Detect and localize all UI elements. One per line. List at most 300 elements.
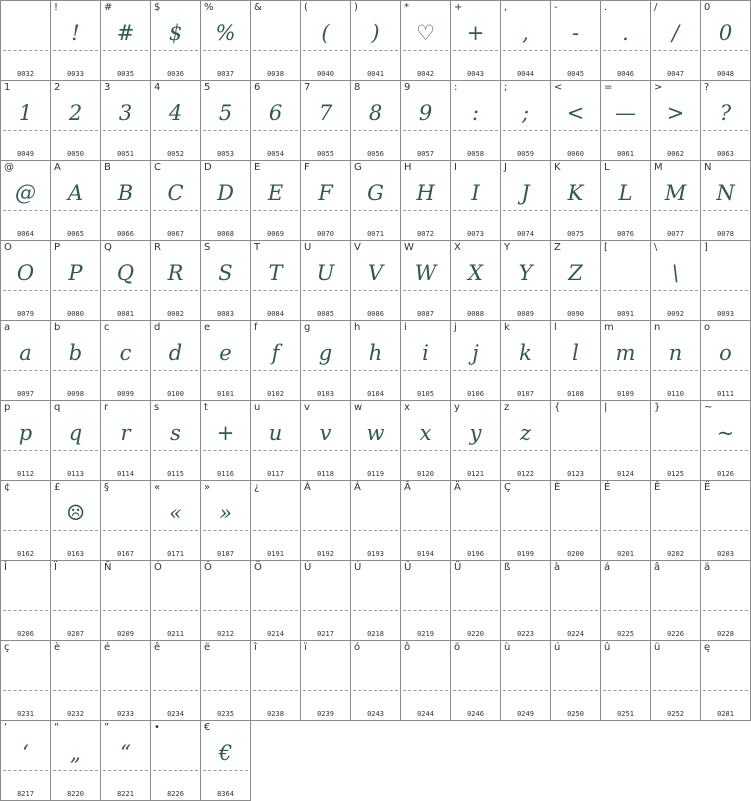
glyph-cell — [401, 561, 451, 641]
baseline-guide — [353, 450, 398, 451]
handwritten-glyph — [401, 575, 450, 611]
glyph-cell — [151, 721, 201, 801]
reference-character: l — [554, 322, 557, 333]
glyph-cell — [51, 321, 101, 401]
reference-character: O — [4, 242, 12, 253]
reference-character: G — [354, 162, 362, 173]
reference-character: Â — [404, 482, 411, 493]
reference-character: ; — [504, 82, 508, 93]
handwritten-glyph: > — [666, 101, 685, 125]
baseline-guide — [603, 450, 648, 451]
reference-character: Û — [404, 562, 412, 573]
character-code: 0041 — [367, 70, 384, 78]
reference-character: • — [154, 722, 160, 733]
baseline-guide — [103, 130, 148, 131]
baseline-guide — [53, 450, 98, 451]
handwritten-glyph: p — [18, 421, 33, 445]
baseline-guide — [703, 690, 748, 691]
reference-character: Ú — [354, 562, 362, 573]
baseline-guide — [153, 290, 198, 291]
baseline-guide — [553, 530, 598, 531]
reference-character: È — [554, 482, 561, 493]
baseline-guide — [703, 450, 748, 451]
reference-character: Z — [554, 242, 561, 253]
baseline-guide — [653, 50, 698, 51]
baseline-guide — [103, 690, 148, 691]
glyph-cell — [601, 401, 651, 481]
character-code: 0038 — [267, 70, 284, 78]
character-code: 0224 — [567, 630, 584, 638]
baseline-guide — [203, 770, 248, 771]
reference-character: U — [304, 242, 312, 253]
character-code: 0098 — [67, 390, 84, 398]
glyph-cell — [351, 241, 401, 321]
handwritten-glyph: N — [716, 181, 735, 205]
reference-character: Ó — [154, 562, 162, 573]
character-code: 0234 — [167, 710, 184, 718]
handwritten-glyph: # — [116, 21, 135, 45]
glyph-cell — [701, 241, 751, 321]
character-code: 0087 — [417, 310, 434, 318]
character-code: 0083 — [217, 310, 234, 318]
reference-character: Ö — [254, 562, 262, 573]
reference-character: u — [254, 402, 261, 413]
glyph-cell — [201, 401, 251, 481]
handwritten-glyph — [351, 495, 400, 531]
baseline-guide — [603, 610, 648, 611]
character-code: 0250 — [567, 710, 584, 718]
character-code: 0084 — [267, 310, 284, 318]
baseline-guide — [703, 130, 748, 131]
glyph-cell — [501, 561, 551, 641]
character-code: 0078 — [717, 230, 734, 238]
glyph-cell — [151, 561, 201, 641]
baseline-guide — [453, 690, 498, 691]
character-code: 0062 — [667, 150, 684, 158]
handwritten-glyph: l — [572, 341, 579, 365]
character-code: 0067 — [167, 230, 184, 238]
character-code: 0225 — [617, 630, 634, 638]
character-code: 0040 — [317, 70, 334, 78]
glyph-cell — [551, 321, 601, 401]
character-code: 0239 — [317, 710, 334, 718]
baseline-guide — [453, 290, 498, 291]
reference-character: B — [104, 162, 111, 173]
reference-character: d — [154, 322, 161, 333]
handwritten-glyph — [601, 655, 650, 691]
reference-character: c — [104, 322, 110, 333]
handwritten-glyph: D — [217, 181, 234, 205]
glyph-cell — [151, 161, 201, 241]
reference-character: + — [454, 2, 463, 13]
handwritten-glyph: g — [318, 341, 333, 365]
character-code: 0117 — [267, 470, 284, 478]
baseline-guide — [653, 690, 698, 691]
character-code: 0196 — [467, 550, 484, 558]
baseline-guide — [253, 290, 298, 291]
baseline-guide — [303, 50, 348, 51]
reference-character: 4 — [154, 82, 161, 93]
reference-character: K — [554, 162, 561, 173]
glyph-cell — [651, 481, 701, 561]
glyph-cell — [1, 721, 51, 801]
handwritten-glyph: d — [168, 341, 183, 365]
baseline-guide — [53, 210, 98, 211]
character-code: 0077 — [667, 230, 684, 238]
reference-character: J — [504, 162, 507, 173]
handwritten-glyph: ‘ — [22, 741, 29, 765]
glyph-cell — [501, 241, 551, 321]
character-code: 0108 — [567, 390, 584, 398]
reference-character: W — [404, 242, 414, 253]
glyph-cell — [51, 721, 101, 801]
glyph-cell — [251, 161, 301, 241]
baseline-guide — [303, 130, 348, 131]
handwritten-glyph — [51, 655, 100, 691]
handwritten-glyph — [501, 495, 550, 531]
handwritten-glyph: e — [219, 341, 232, 365]
baseline-guide — [3, 210, 48, 211]
handwritten-glyph: 8 — [368, 101, 383, 125]
reference-character: g — [304, 322, 311, 333]
glyph-cell — [1, 401, 51, 481]
glyph-cell — [1, 1, 51, 81]
handwritten-glyph — [451, 495, 500, 531]
baseline-guide — [353, 690, 398, 691]
baseline-guide — [403, 530, 448, 531]
baseline-guide — [703, 610, 748, 611]
character-code: 0050 — [67, 150, 84, 158]
baseline-guide — [503, 290, 548, 291]
reference-character: > — [654, 82, 663, 93]
handwritten-glyph — [601, 575, 650, 611]
glyph-cell — [301, 1, 351, 81]
character-code: 0209 — [117, 630, 134, 638]
reference-character: . — [604, 2, 608, 13]
handwritten-glyph: \ — [671, 261, 680, 285]
handwritten-glyph: ! — [71, 21, 80, 45]
glyph-cell — [651, 401, 701, 481]
handwritten-glyph: ~ — [716, 421, 735, 445]
character-code: 0071 — [367, 230, 384, 238]
baseline-guide — [253, 610, 298, 611]
character-code: 0281 — [717, 710, 734, 718]
glyph-cell — [401, 401, 451, 481]
character-code: 8221 — [117, 790, 134, 798]
glyph-cell — [701, 1, 751, 81]
reference-character: ù — [504, 642, 511, 653]
handwritten-glyph: U — [316, 261, 335, 285]
character-code: 0118 — [317, 470, 334, 478]
baseline-guide — [153, 50, 198, 51]
glyph-cell — [1, 481, 51, 561]
baseline-guide — [453, 210, 498, 211]
character-code: 0080 — [67, 310, 84, 318]
baseline-guide — [53, 290, 98, 291]
reference-character: A — [54, 162, 61, 173]
baseline-guide — [653, 610, 698, 611]
reference-character: t — [204, 402, 208, 413]
baseline-guide — [553, 130, 598, 131]
baseline-guide — [53, 50, 98, 51]
baseline-guide — [3, 530, 48, 531]
baseline-guide — [203, 450, 248, 451]
character-code: 0073 — [467, 230, 484, 238]
character-code: 0044 — [517, 70, 534, 78]
baseline-guide — [253, 130, 298, 131]
character-code: 0115 — [167, 470, 184, 478]
baseline-guide — [403, 290, 448, 291]
handwritten-glyph: Y — [518, 261, 533, 285]
reference-character: C — [154, 162, 161, 173]
character-code: 0070 — [317, 230, 334, 238]
character-code: 0069 — [267, 230, 284, 238]
glyph-cell — [351, 561, 401, 641]
character-code: 0226 — [667, 630, 684, 638]
handwritten-glyph — [701, 495, 750, 531]
baseline-guide — [503, 690, 548, 691]
baseline-guide — [203, 130, 248, 131]
glyph-cell — [351, 401, 401, 481]
glyph-cell — [401, 81, 451, 161]
handwritten-glyph — [601, 255, 650, 291]
baseline-guide — [603, 130, 648, 131]
baseline-guide — [503, 50, 548, 51]
reference-character: ¢ — [4, 482, 11, 493]
glyph-cell — [251, 241, 301, 321]
reference-character: ¿ — [254, 482, 260, 493]
glyph-cell — [351, 641, 401, 721]
reference-character: ö — [454, 642, 461, 653]
baseline-guide — [303, 530, 348, 531]
character-code: 0072 — [417, 230, 434, 238]
reference-character: 7 — [304, 82, 311, 93]
character-code: 0075 — [567, 230, 584, 238]
reference-character: S — [204, 242, 211, 253]
handwritten-glyph — [551, 575, 600, 611]
character-code: 0114 — [117, 470, 134, 478]
baseline-guide — [3, 770, 48, 771]
baseline-guide — [53, 770, 98, 771]
glyph-cell — [451, 321, 501, 401]
handwritten-glyph: + — [466, 21, 485, 45]
handwritten-glyph — [351, 575, 400, 611]
handwritten-glyph — [651, 575, 700, 611]
glyph-cell — [451, 561, 501, 641]
baseline-guide — [303, 370, 348, 371]
character-code: 0125 — [667, 470, 684, 478]
baseline-guide — [703, 530, 748, 531]
reference-character: ú — [554, 642, 561, 653]
reference-character: ê — [154, 642, 161, 653]
character-code: 0091 — [617, 310, 634, 318]
baseline-guide — [653, 290, 698, 291]
reference-character: - — [554, 2, 558, 13]
reference-character: E — [254, 162, 261, 173]
glyph-cell — [51, 641, 101, 721]
glyph-cell — [651, 241, 701, 321]
reference-character: â — [654, 562, 661, 573]
baseline-guide — [303, 690, 348, 691]
baseline-guide — [153, 530, 198, 531]
glyph-cell — [501, 641, 551, 721]
reference-character: ? — [704, 82, 710, 93]
glyph-cell — [601, 81, 651, 161]
handwritten-glyph — [1, 655, 50, 691]
glyph-cell — [601, 241, 651, 321]
baseline-guide — [303, 450, 348, 451]
handwritten-glyph — [401, 655, 450, 691]
baseline-guide — [553, 690, 598, 691]
glyph-cell — [101, 1, 151, 81]
character-code: 0119 — [367, 470, 384, 478]
character-code: 0243 — [367, 710, 384, 718]
reference-character: Y — [504, 242, 511, 253]
reference-character: á — [604, 562, 611, 573]
character-code: 0201 — [617, 550, 634, 558]
handwritten-glyph: 4 — [168, 101, 183, 125]
reference-character: [ — [604, 242, 608, 253]
baseline-guide — [203, 50, 248, 51]
character-code: 0047 — [667, 70, 684, 78]
baseline-guide — [53, 690, 98, 691]
reference-character: ‘ — [4, 722, 8, 733]
baseline-guide — [703, 370, 748, 371]
character-code: 8220 — [67, 790, 84, 798]
glyph-cell — [51, 161, 101, 241]
character-code: 0037 — [217, 70, 234, 78]
glyph-cell — [1, 81, 51, 161]
glyph-cell — [551, 481, 601, 561]
glyph-cell — [51, 81, 101, 161]
glyph-cell — [251, 321, 301, 401]
reference-character: ó — [354, 642, 361, 653]
character-code: 0111 — [717, 390, 734, 398]
reference-character: » — [204, 482, 211, 493]
glyph-cell — [351, 321, 401, 401]
handwritten-glyph: c — [119, 341, 132, 365]
handwritten-glyph: b — [68, 341, 83, 365]
character-code: 0089 — [517, 310, 534, 318]
glyph-cell — [1, 161, 51, 241]
character-code: 0235 — [217, 710, 234, 718]
baseline-guide — [403, 690, 448, 691]
glyph-cell — [451, 81, 501, 161]
reference-character: 2 — [54, 82, 61, 93]
reference-character: “ — [54, 722, 60, 733]
glyph-cell — [201, 161, 251, 241]
character-code: 0068 — [217, 230, 234, 238]
character-code: 0056 — [367, 150, 384, 158]
glyph-cell — [701, 561, 751, 641]
baseline-guide — [303, 210, 348, 211]
handwritten-glyph: - — [571, 21, 580, 45]
handwritten-glyph: % — [215, 21, 236, 45]
character-code: 0055 — [317, 150, 334, 158]
baseline-guide — [603, 370, 648, 371]
reference-character: ” — [104, 722, 110, 733]
character-code: 0219 — [417, 630, 434, 638]
character-code: 0212 — [217, 630, 234, 638]
baseline-guide — [453, 450, 498, 451]
handwritten-glyph — [301, 495, 350, 531]
baseline-guide — [403, 210, 448, 211]
glyph-cell — [101, 641, 151, 721]
character-code: 0102 — [267, 390, 284, 398]
glyph-cell — [201, 1, 251, 81]
reference-character: H — [404, 162, 412, 173]
reference-character: i — [404, 322, 407, 333]
baseline-guide — [103, 530, 148, 531]
handwritten-glyph — [401, 495, 450, 531]
baseline-guide — [53, 610, 98, 611]
glyph-cell — [101, 241, 151, 321]
glyph-cell — [301, 641, 351, 721]
baseline-guide — [253, 50, 298, 51]
reference-character: # — [104, 2, 113, 13]
character-code: 0046 — [617, 70, 634, 78]
glyph-cell — [501, 161, 551, 241]
glyph-cell — [201, 721, 251, 801]
glyph-cell — [451, 1, 501, 81]
handwritten-glyph: 0 — [718, 21, 733, 45]
baseline-guide — [253, 450, 298, 451]
reference-character: r — [104, 402, 109, 413]
glyph-cell — [551, 561, 601, 641]
handwritten-glyph: W — [414, 261, 437, 285]
handwritten-glyph: O — [16, 261, 35, 285]
reference-character: ô — [404, 642, 411, 653]
baseline-guide — [553, 450, 598, 451]
handwritten-glyph: v — [319, 421, 332, 445]
glyph-cell — [101, 721, 151, 801]
reference-character: x — [404, 402, 410, 413]
reference-character: f — [254, 322, 258, 333]
glyph-cell — [451, 641, 501, 721]
reference-character: à — [554, 562, 561, 573]
reference-character: q — [54, 402, 61, 413]
handwritten-glyph: S — [218, 261, 233, 285]
handwritten-glyph — [351, 655, 400, 691]
character-code: 0045 — [567, 70, 584, 78]
baseline-guide — [603, 290, 648, 291]
reference-character: R — [154, 242, 161, 253]
character-code: 0220 — [467, 630, 484, 638]
reference-character: b — [54, 322, 61, 333]
reference-character: / — [654, 2, 658, 13]
baseline-guide — [253, 530, 298, 531]
glyph-cell — [1, 561, 51, 641]
reference-character: { — [554, 402, 561, 413]
baseline-guide — [503, 370, 548, 371]
glyph-cell — [601, 641, 651, 721]
baseline-guide — [153, 370, 198, 371]
baseline-guide — [353, 130, 398, 131]
glyph-cell — [701, 401, 751, 481]
character-code: 0048 — [717, 70, 734, 78]
handwritten-glyph: u — [268, 421, 283, 445]
character-code: 0051 — [117, 150, 134, 158]
handwritten-glyph: z — [519, 421, 532, 445]
character-code: 0200 — [567, 550, 584, 558]
character-code: 0103 — [317, 390, 334, 398]
handwritten-glyph: P — [68, 261, 83, 285]
handwritten-glyph: y — [469, 421, 482, 445]
character-code: 0228 — [717, 630, 734, 638]
handwritten-glyph — [701, 255, 750, 291]
reference-character: Î — [4, 562, 7, 573]
reference-character: h — [354, 322, 361, 333]
